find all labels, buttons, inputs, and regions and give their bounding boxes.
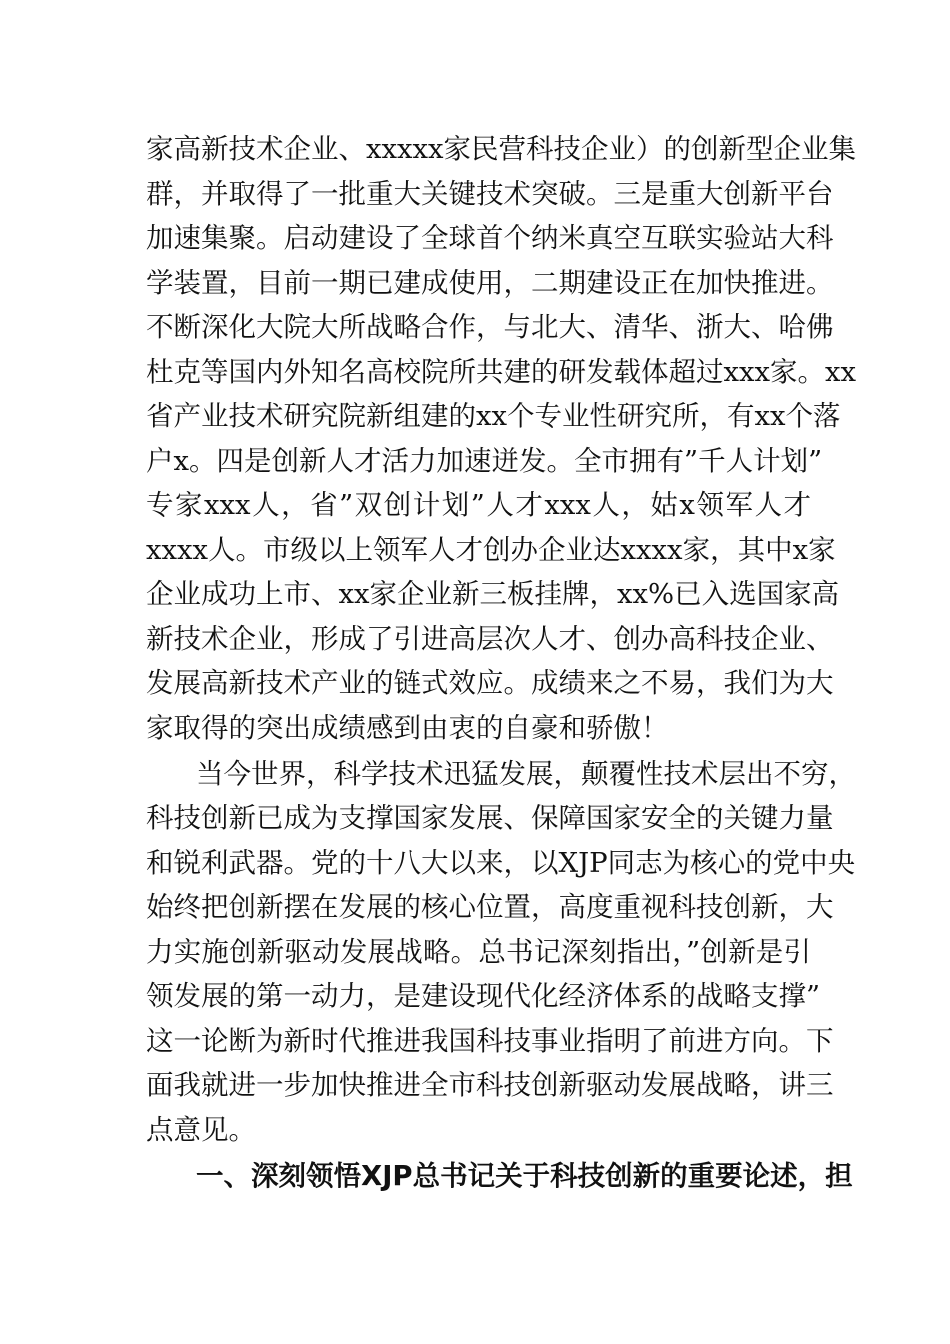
text-line: xxxx人。市级以上领军人才创办企业达xxxx家，其中x家 (146, 534, 836, 566)
section-heading: 一、深刻领悟XJP总书记关于科技创新的重要论述，担 (196, 1160, 853, 1192)
text-line: 面我就进一步加快推进全市科技创新驱动发展战略，讲三 (146, 1069, 834, 1101)
text-line: 专家xxx人，省”双创计划”人才xxx人，姑x领军人才 (146, 489, 811, 521)
text-line: 当今世界，科学技术迅猛发展，颠覆性技术层出不穷， (196, 758, 856, 790)
text-line: 家高新技术企业、xxxxx家民营科技企业）的创新型企业集 (146, 133, 857, 165)
text-line: 企业成功上市、xx家企业新三板挂牌，xx%已入选国家高 (146, 578, 840, 610)
text-line: 加速集聚。启动建设了全球首个纳米真空互联实验站大科 (146, 222, 834, 254)
text-line: 省产业技术研究院新组建的xx个专业性研究所，有xx个落 (146, 400, 841, 432)
text-line: 力实施创新驱动发展战略。总书记深刻指出，”创新是引 (146, 936, 811, 968)
text-line: 和锐利武器。党的十八大以来，以XJP同志为核心的党中央 (146, 847, 856, 879)
text-line: 杜克等国内外知名高校院所共建的研发载体超过xxx家。xx (146, 356, 857, 388)
text-line: 新技术企业，形成了引进高层次人才、创办高科技企业、 (146, 623, 834, 655)
text-line: 科技创新已成为支撑国家发展、保障国家安全的关键力量 (146, 802, 834, 834)
text-line: 学装置，目前一期已建成使用，二期建设正在加快推进。 (146, 267, 834, 299)
text-line: 领发展的第一动力，是建设现代化经济体系的战略支撑” (146, 980, 821, 1012)
text-line: 这一论断为新时代推进我国科技事业指明了前进方向。下 (146, 1025, 834, 1057)
text-line: 家取得的突出成绩感到由衷的自豪和骄傲！ (146, 712, 669, 744)
text-line: 户x。四是创新人才活力加速迸发。全市拥有”千人计划” (146, 445, 823, 477)
text-line: 发展高新技术产业的链式效应。成绩来之不易，我们为大 (146, 667, 834, 699)
text-line: 始终把创新摆在发展的核心位置，高度重视科技创新，大 (146, 891, 834, 923)
text-line: 点意见。 (146, 1114, 256, 1146)
text-line: 不断深化大院大所战略合作，与北大、清华、浙大、哈佛 (146, 311, 834, 343)
text-line: 群，并取得了一批重大关键技术突破。三是重大创新平台 (146, 178, 834, 210)
